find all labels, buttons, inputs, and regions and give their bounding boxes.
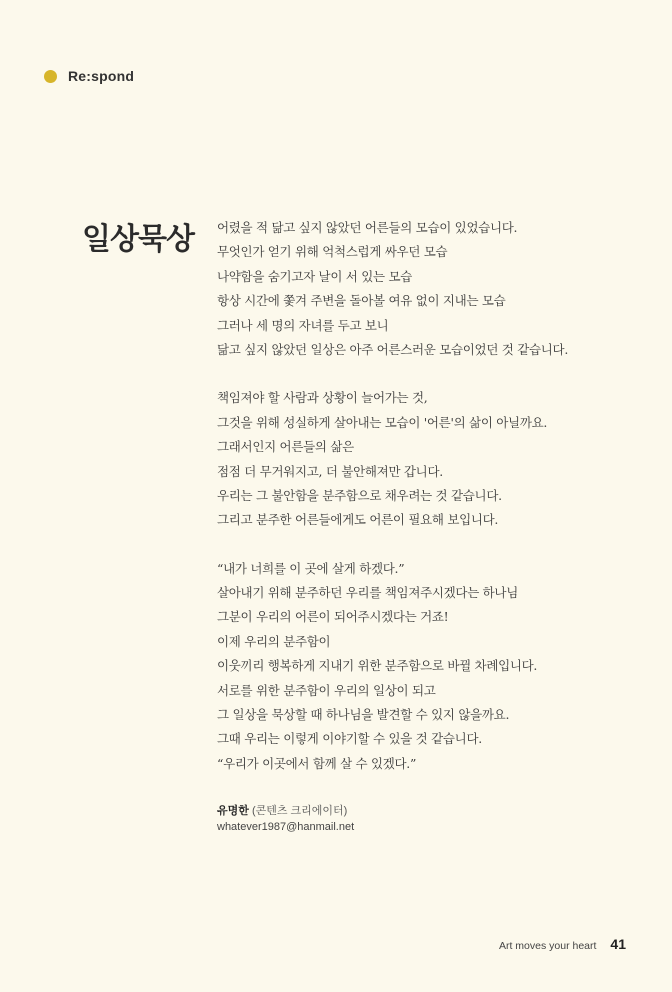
author-email: whatever1987@hanmail.net xyxy=(217,821,355,833)
poem-line: 책임져야 할 사람과 상황이 늘어가는 것, xyxy=(217,390,428,406)
section-label: Re:spond xyxy=(68,68,135,84)
poem-line: 그 일상을 묵상할 때 하나님을 발견할 수 있지 않을까요. xyxy=(217,707,510,723)
section-dot-icon xyxy=(44,70,57,83)
poem-line: 나약함을 숨기고자 날이 서 있는 모습 xyxy=(217,268,412,284)
poem-line: 그래서인지 어른들의 삶은 xyxy=(217,439,354,455)
poem-line: “내가 너희를 이 곳에 살게 하겠다.” xyxy=(217,560,405,576)
author-role: (콘텐츠 크리에이터) xyxy=(251,805,348,817)
stanza xyxy=(217,386,657,532)
author-credit xyxy=(217,803,354,835)
poem-line: 그것을 위해 성실하게 살아내는 모습이 '어른'의 삶이 아닐까요. xyxy=(217,414,548,430)
poem-line: 이웃끼리 행복하게 지내기 위한 분주함으로 바뀔 차례입니다. xyxy=(217,658,538,674)
poem-line: 무엇인가 얻기 위해 억척스럽게 싸우던 모습 xyxy=(217,244,448,260)
poem-body xyxy=(217,216,657,800)
poem-line: 그때 우리는 이렇게 이야기할 수 있을 것 같습니다. xyxy=(217,731,482,747)
poem-line: 서로를 위한 분주함이 우리의 일상이 되고 xyxy=(217,682,436,698)
article-title: 일상묵상 xyxy=(82,222,194,257)
poem-line: 점점 더 무거워지고, 더 불안해져만 갑니다. xyxy=(217,463,443,479)
poem-line: 닮고 싶지 않았던 일상은 아주 어른스러운 모습이었던 것 같습니다. xyxy=(217,341,568,357)
author-line xyxy=(217,803,354,819)
author-name: 유명한 xyxy=(217,805,249,817)
stanza xyxy=(217,557,657,777)
stanza xyxy=(217,216,657,362)
page-number: 41 xyxy=(610,936,626,952)
poem-line: 그분이 우리의 어른이 되어주시겠다는 거죠! xyxy=(217,609,449,625)
poem-line: 살아내기 위해 분주하던 우리를 책임져주시겠다는 하나님 xyxy=(217,585,518,601)
poem-line: 항상 시간에 쫓겨 주변을 돌아볼 여유 없이 지내는 모습 xyxy=(217,293,506,309)
poem-line: 그리고 분주한 어른들에게도 어른이 필요해 보입니다. xyxy=(217,512,499,528)
poem-line: 우리는 그 불안함을 분주함으로 채우려는 것 같습니다. xyxy=(217,487,502,503)
section-header xyxy=(44,68,134,84)
page-footer xyxy=(499,936,626,952)
poem-line: “우리가 이곳에서 함께 살 수 있겠다.” xyxy=(217,755,417,771)
poem-line: 어렸을 적 닮고 싶지 않았던 어른들의 모습이 있었습니다. xyxy=(217,220,518,235)
footer-tagline: Art moves your heart xyxy=(498,940,597,952)
poem-line: 이제 우리의 분주함이 xyxy=(217,633,331,649)
poem-line: 그러나 세 명의 자녀를 두고 보니 xyxy=(217,317,389,333)
